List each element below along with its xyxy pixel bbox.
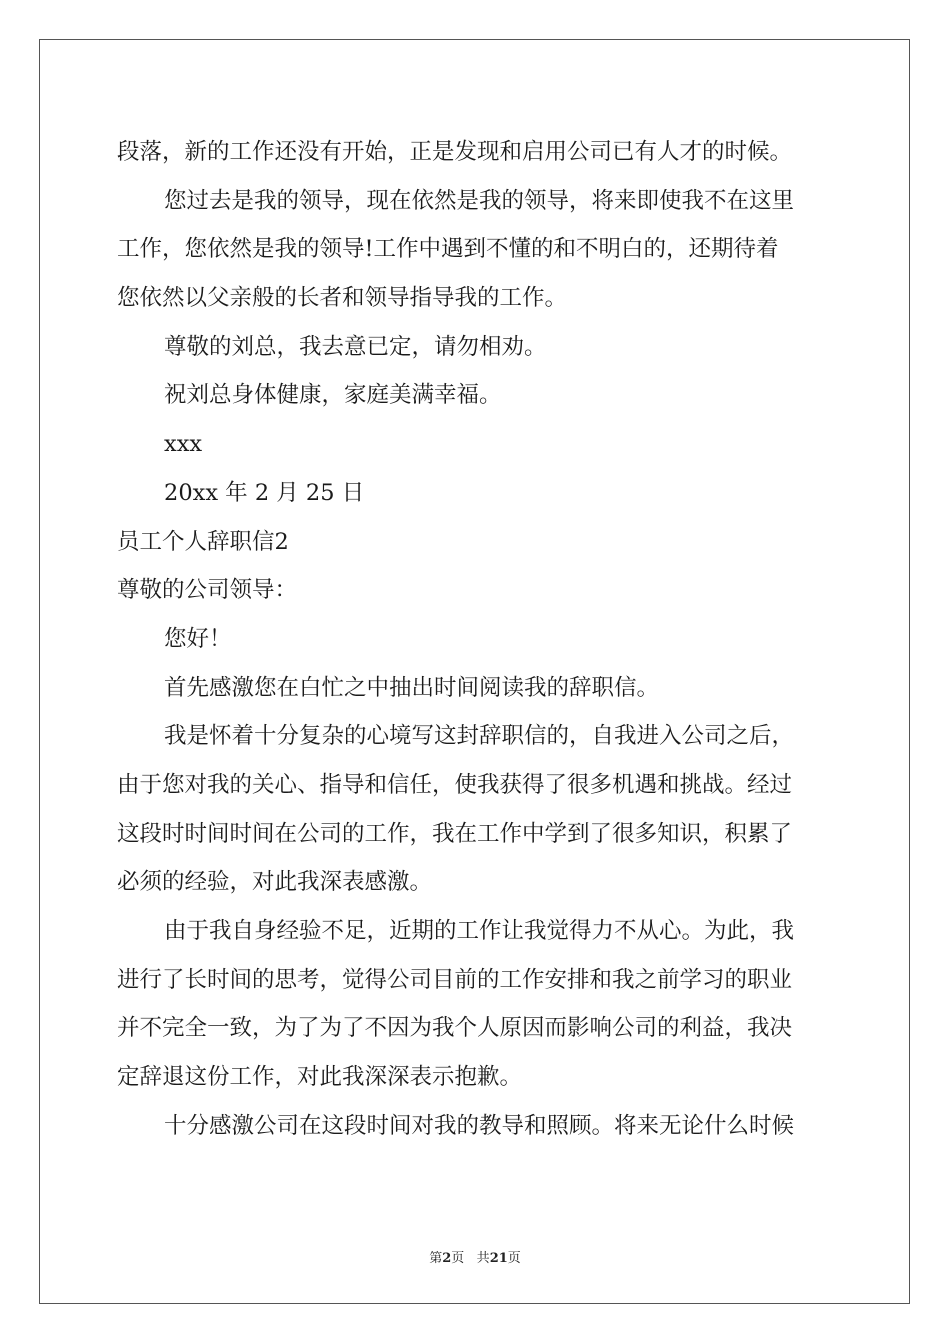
total-pages: 21 xyxy=(489,1251,508,1266)
salutation: 尊敬的公司领导： xyxy=(117,577,298,604)
paragraph-line: 段落，新的工作还没有开始，正是发现和启用公司已有人才的时候。 xyxy=(117,139,793,165)
paragraph-line: 祝刘总身体健康，家庭美满幸福。 xyxy=(164,382,502,409)
paragraph-line: 由于我自身经验不足，近期的工作让我觉得力不从心。为此，我 xyxy=(164,918,795,944)
paragraph-line: 十分感激公司在这段时间对我的教导和照顾。将来无论什么时候 xyxy=(164,1112,795,1139)
paragraph-line: 首先感激您在白忙之中抽出时间阅读我的辞职信。 xyxy=(164,674,660,701)
paragraph-line: 您依然以父亲般的长者和领导指导我的工作。 xyxy=(117,285,568,312)
paragraph-line: 尊敬的刘总，我去意已定，请勿相劝。 xyxy=(164,333,547,360)
paragraph-line: 这段时时间时间在公司的工作，我在工作中学到了很多知识，积累了 xyxy=(117,820,793,847)
paragraph-line: 您过去是我的领导，现在依然是我的领导，将来即使我不在这里 xyxy=(164,187,795,214)
paragraph-line: 进行了长时间的思考，觉得公司目前的工作安排和我之前学习的职业 xyxy=(117,966,793,993)
page-footer xyxy=(0,1247,950,1266)
greeting: 您好！ xyxy=(164,625,232,652)
total-unit: 页 xyxy=(507,1251,521,1266)
paragraph-line: 并不完全一致，为了为了不因为我个人原因而影响公司的利益，我决 xyxy=(117,1015,793,1042)
signature-name: xxx xyxy=(164,431,203,458)
paragraph-line: 我是怀着十分复杂的心境写这封辞职信的，自我进入公司之后， xyxy=(164,723,795,750)
total-prefix: 共 xyxy=(476,1251,490,1266)
section-title: 员工个人辞职信2 xyxy=(117,528,289,555)
paragraph-line: 工作，您依然是我的领导!工作中遇到不懂的和不明白的，还期待着 xyxy=(117,236,779,263)
paragraph-line: 必须的经验，对此我深表感激。 xyxy=(117,869,433,896)
signature-date: 20xx 年 2 月 25 日 xyxy=(164,479,365,506)
page-unit: 页 xyxy=(451,1251,465,1266)
paragraph-line: 定辞退这份工作，对此我深深表示抱歉。 xyxy=(117,1064,523,1091)
document-body xyxy=(117,128,833,1150)
page-number: 2 xyxy=(442,1251,452,1266)
paragraph-line: 由于您对我的关心、指导和信任，使我获得了很多机遇和挑战。经过 xyxy=(117,771,793,798)
page-prefix: 第 xyxy=(429,1251,443,1266)
